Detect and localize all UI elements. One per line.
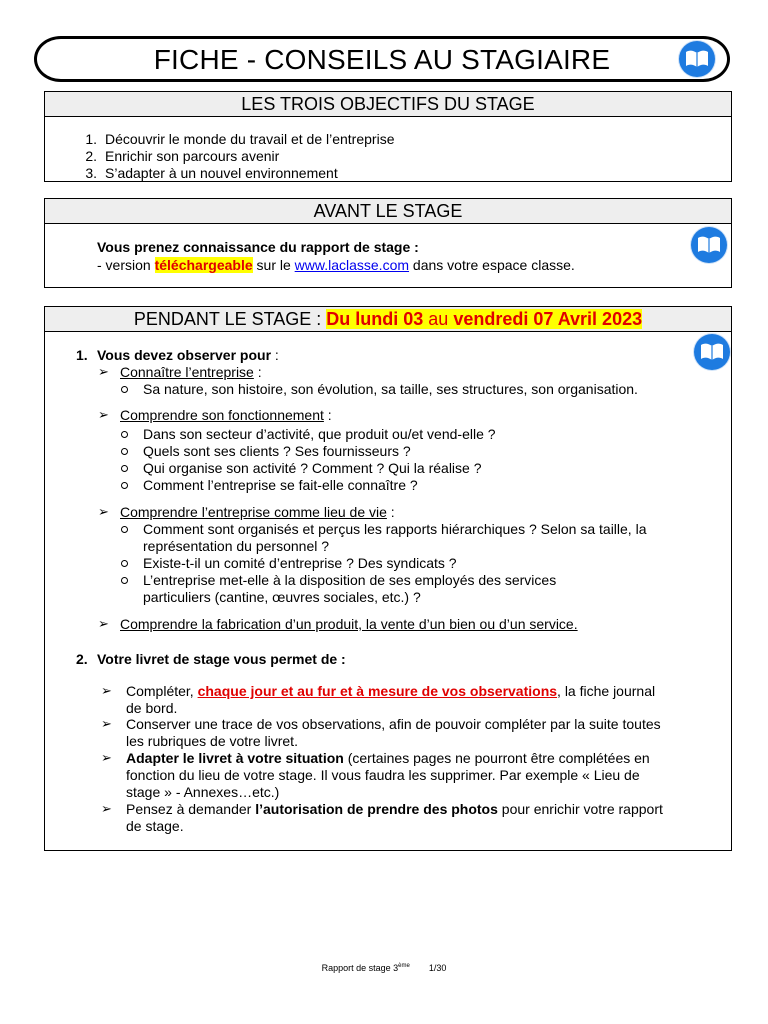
group-title: Comprendre la fabrication d’un produit, la vente d’un bien ou d’un service. bbox=[120, 616, 578, 632]
livret-number: 2. bbox=[76, 651, 88, 667]
circle-bullet-icon bbox=[121, 577, 128, 584]
book-icon bbox=[679, 41, 715, 77]
arrow-bullet-icon: ➢ bbox=[98, 364, 109, 379]
arrow-bullet-icon: ➢ bbox=[98, 616, 109, 631]
circle-bullet-icon bbox=[121, 560, 128, 567]
list-item: Existe-t-il un comité d’entreprise ? Des syndicats ? bbox=[143, 555, 457, 571]
circle-bullet-icon bbox=[121, 526, 128, 533]
list-item: de bord. bbox=[126, 700, 178, 716]
livret-title: Votre livret de stage vous permet de : bbox=[97, 651, 346, 667]
group-title: Comprendre l’entreprise comme lieu de vie : bbox=[120, 504, 395, 520]
circle-bullet-icon bbox=[121, 448, 128, 455]
list-item: de stage. bbox=[126, 818, 184, 834]
avant-line: - version téléchargeable sur le www.laclasse.com dans votre espace classe. bbox=[97, 257, 575, 273]
avant-intro: Vous prenez connaissance du rapport de stage : bbox=[97, 239, 419, 255]
list-item: particuliers (cantine, œuvres sociales, etc.) ? bbox=[143, 589, 421, 605]
section-header-pendant: PENDANT LE STAGE : Du lundi 03 au vendredi 07 Avril 2023 bbox=[45, 307, 731, 332]
group-title: Comprendre son fonctionnement : bbox=[120, 407, 332, 423]
section-header-objectifs: LES TROIS OBJECTIFS DU STAGE bbox=[45, 92, 731, 117]
laclasse-link[interactable]: www.laclasse.com bbox=[294, 257, 410, 273]
arrow-bullet-icon: ➢ bbox=[101, 716, 112, 731]
list-item: Adapter le livret à votre situation (certaines pages ne pourront être complétées en bbox=[126, 750, 650, 766]
circle-bullet-icon bbox=[121, 386, 128, 393]
arrow-bullet-icon: ➢ bbox=[101, 750, 112, 765]
book-icon bbox=[691, 227, 727, 263]
circle-bullet-icon bbox=[121, 465, 128, 472]
list-item: Compléter, chaque jour et au fur et à mesure de vos observations, la fiche journal bbox=[126, 683, 656, 699]
observer-title: Vous devez observer pour : bbox=[97, 347, 279, 363]
list-item: Comment sont organisés et perçus les rapports hiérarchiques ? Selon sa taille, la bbox=[143, 521, 647, 537]
list-item: les rubriques de votre livret. bbox=[126, 733, 298, 749]
observations-emphasis: chaque jour et au fur et à mesure de vos observations bbox=[197, 683, 558, 699]
list-item: 2. Enrichir son parcours avenir bbox=[85, 148, 280, 164]
section-objectifs bbox=[44, 91, 732, 182]
arrow-bullet-icon: ➢ bbox=[101, 801, 112, 816]
title-banner bbox=[34, 36, 730, 82]
arrow-bullet-icon: ➢ bbox=[101, 683, 112, 698]
page-number: 1/30 bbox=[428, 963, 447, 973]
list-item: L’entreprise met-elle à la disposition de ses employés des services bbox=[143, 572, 557, 588]
circle-bullet-icon bbox=[121, 431, 128, 438]
book-icon bbox=[694, 334, 730, 370]
list-item: Conserver une trace de vos observations, afin de pouvoir compléter par la suite toutes bbox=[126, 716, 661, 732]
arrow-bullet-icon: ➢ bbox=[98, 504, 109, 519]
page-footer: Rapport de stage 3ème 1/30 bbox=[321, 963, 447, 973]
section-header-avant: AVANT LE STAGE bbox=[45, 199, 731, 224]
list-item: Sa nature, son histoire, son évolution, sa taille, ses structures, son organisation. bbox=[143, 381, 638, 397]
arrow-bullet-icon: ➢ bbox=[98, 407, 109, 422]
telechargeable-highlight: téléchargeable bbox=[154, 257, 253, 273]
list-item: stage » - Annexes…etc.) bbox=[126, 784, 280, 800]
list-item: Pensez à demander l’autorisation de prendre des photos pour enrichir votre rapport bbox=[126, 801, 663, 817]
list-item: 3. S’adapter à un nouvel environnement bbox=[85, 165, 338, 181]
circle-bullet-icon bbox=[121, 482, 128, 489]
stage-dates: Du lundi 03 au vendredi 07 Avril 2023 bbox=[326, 309, 643, 329]
list-item: fonction du lieu de votre stage. Il vous faudra les supprimer. Par exemple « Lieu de bbox=[126, 767, 640, 783]
list-item: Qui organise son activité ? Comment ? Qui la réalise ? bbox=[143, 460, 482, 476]
objectifs-list bbox=[75, 131, 394, 182]
list-item: Dans son secteur d’activité, que produit ou/et vend-elle ? bbox=[143, 426, 496, 442]
list-item: représentation du personnel ? bbox=[143, 538, 330, 554]
list-item: Comment l’entreprise se fait-elle connaître ? bbox=[143, 477, 418, 493]
observer-number: 1. bbox=[76, 347, 88, 363]
list-item: 1. Découvrir le monde du travail et de l’entreprise bbox=[85, 131, 395, 147]
section-avant bbox=[44, 198, 732, 288]
page-title: FICHE - CONSEILS AU STAGIAIRE bbox=[153, 44, 611, 75]
group-title: Connaître l’entreprise : bbox=[120, 364, 262, 380]
list-item: Quels sont ses clients ? Ses fournisseurs ? bbox=[143, 443, 411, 459]
